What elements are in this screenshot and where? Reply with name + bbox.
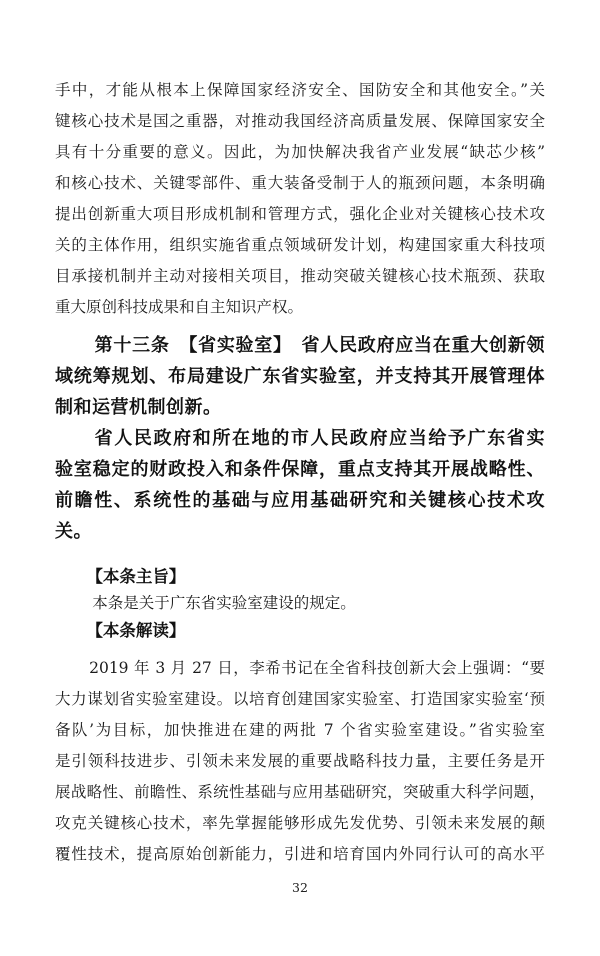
text-line: 关的主体作用，组织实施省重点领域研发计划，构建国家重大科技项 xyxy=(55,236,545,254)
text-line: 大力谋划省实验室建设。以培育创建国家实验室、打造国家实验室‘预 xyxy=(55,690,545,708)
text-line: 备队’为目标，加快推进在建的两批 7 个省实验室建设。”省实验室 xyxy=(55,721,545,739)
text-line: 域统筹规划、布局建设广东省实验室，并支持其开展管理体 xyxy=(55,366,545,386)
para-interpretation xyxy=(55,653,545,870)
text-line: 键核心技术是国之重器，对推动我国经济高质量发展、保障国家安全 xyxy=(55,112,545,130)
text-line: 手中，才能从根本上保障国家经济安全、国防安全和其他安全。”关 xyxy=(55,81,545,99)
text-line: 重大原创科技成果和自主知识产权。 xyxy=(55,298,304,316)
text-line: 第十三条 【省实验室】 省人民政府应当在重大创新领 xyxy=(94,335,545,355)
para-continued-from-previous-page xyxy=(55,75,545,323)
text-line: 省人民政府和所在地的市人民政府应当给予广东省实 xyxy=(94,428,545,448)
text-line: 2019 年 3 月 27 日，李希书记在全省科技创新大会上强调：“要 xyxy=(89,659,545,677)
article-13-paragraph-1 xyxy=(55,330,545,423)
text-line: 目承接机制并主动对接相关项目，推动突破关键核心技术瓶颈、获取 xyxy=(55,267,545,285)
text-line: 和核心技术、关键零部件、重大装备受制于人的瓶颈问题，本条明确 xyxy=(55,174,545,192)
text-line: 覆性技术，提高原始创新能力，引进和培育国内外同行认可的高水平 xyxy=(55,845,545,863)
text-line: 展战略性、前瞻性、系统性基础与应用基础研究，突破重大科学问题， xyxy=(55,783,545,801)
page-number: 32 xyxy=(292,880,308,895)
article-13-paragraph-2 xyxy=(55,423,545,547)
text-line: 制和运营机制创新。 xyxy=(55,397,222,417)
text-line: 本条是关于广东省实验室建设的规定。 xyxy=(92,594,356,612)
text-line: 关。 xyxy=(55,521,92,541)
content-blocks xyxy=(55,75,545,870)
text-line: 【本条解读】 xyxy=(86,621,186,640)
text-line: 前瞻性、系统性的基础与应用基础研究和关键核心技术攻 xyxy=(55,490,545,510)
text-line: 验室稳定的财政投入和条件保障，重点支持其开展战略性、 xyxy=(55,459,545,479)
text-line: 【本条主旨】 xyxy=(86,567,186,586)
section-header-jiedu xyxy=(55,617,545,644)
text-line: 攻克关键核心技术，率先掌握能够形成先发优势、引领未来发展的颠 xyxy=(55,814,545,832)
text-line: 是引领科技进步、引领未来发展的重要战略科技力量，主要任务是开 xyxy=(55,752,545,770)
zhuzhi-text xyxy=(55,590,545,617)
text-line: 具有十分重要的意义。因此，为加快解决我省产业发展“缺芯少核” xyxy=(55,143,545,161)
text-line: 提出创新重大项目形成机制和管理方式，强化企业对关键核心技术攻 xyxy=(55,205,545,223)
section-header-zhuzhi xyxy=(55,563,545,590)
